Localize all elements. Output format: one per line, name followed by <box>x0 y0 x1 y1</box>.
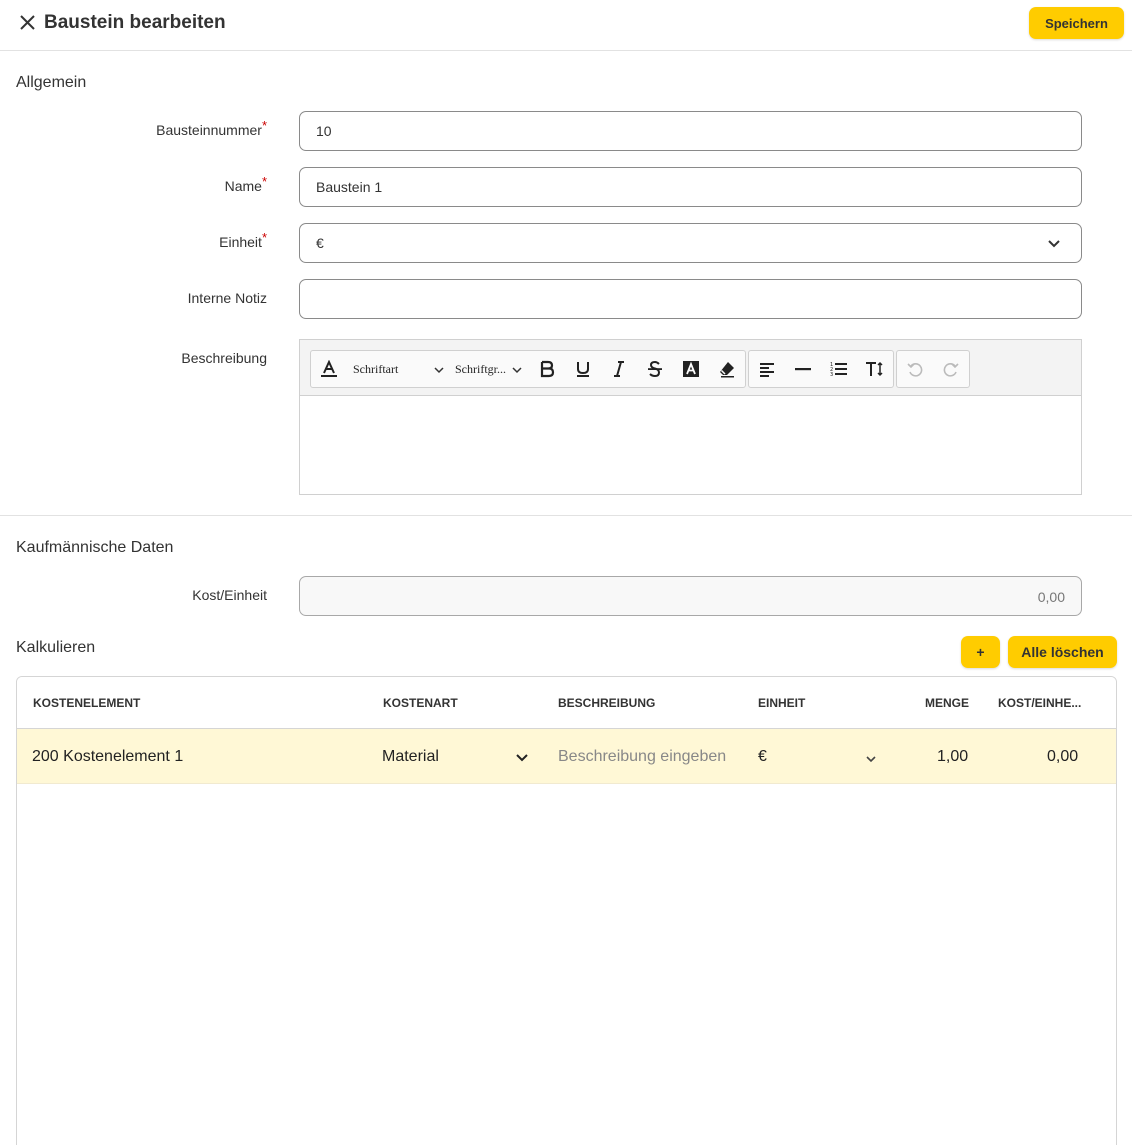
required-mark: * <box>261 174 267 189</box>
unit-label: Einheit* <box>219 230 267 250</box>
cell-unit[interactable]: € <box>758 748 767 765</box>
svg-text:1: 1 <box>830 362 834 368</box>
name-field[interactable] <box>299 167 1082 207</box>
name-input[interactable] <box>300 168 1081 206</box>
description-label: Beschreibung <box>181 350 267 366</box>
align-button[interactable] <box>749 351 785 387</box>
underline-icon <box>575 360 591 378</box>
strikethrough-button[interactable] <box>637 351 673 387</box>
cell-cost[interactable]: 0,00 <box>1047 748 1079 765</box>
horizontal-rule-button[interactable] <box>785 351 821 387</box>
font-size-select-label: Schriftgr... <box>455 361 506 376</box>
font-family-select-label: Schriftart <box>353 361 399 376</box>
highlight-button[interactable] <box>673 351 709 387</box>
bold-button[interactable] <box>529 351 565 387</box>
number-field[interactable] <box>299 111 1082 151</box>
editor-content-area[interactable] <box>300 396 1081 494</box>
unit-select-value: € <box>316 235 324 251</box>
column-header-element[interactable]: KOSTENELEMENT <box>33 696 141 710</box>
unit-select[interactable] <box>299 223 1082 263</box>
italic-button[interactable] <box>601 351 637 387</box>
toolbar-group-format <box>310 350 746 388</box>
undo-icon <box>907 361 923 377</box>
bold-icon <box>539 360 555 378</box>
line-height-button[interactable] <box>857 351 893 387</box>
highlight-icon <box>682 360 700 378</box>
editor-toolbar <box>300 340 1081 396</box>
close-icon <box>17 12 39 34</box>
number-input[interactable] <box>300 112 1081 150</box>
required-mark: * <box>261 230 267 245</box>
required-mark: * <box>261 118 267 133</box>
column-header-description[interactable]: BESCHREIBUNG <box>558 696 656 710</box>
column-header-type[interactable]: KOSTENART <box>383 696 458 710</box>
eraser-icon <box>718 360 736 378</box>
clear-format-button[interactable] <box>709 351 745 387</box>
align-left-icon <box>759 361 775 377</box>
cell-quantity[interactable]: 1,00 <box>937 748 969 765</box>
section-title-calc: Kalkulieren <box>16 639 96 656</box>
cell-element[interactable]: 200 Kostenelement 1 <box>32 748 184 765</box>
section-title-general: Allgemein <box>16 74 87 91</box>
cost-value: 0,00 <box>1037 589 1065 605</box>
svg-text:2: 2 <box>830 367 834 373</box>
calc-grid <box>16 676 1117 1145</box>
chevron-down-icon[interactable] <box>515 751 529 765</box>
chevron-down-icon <box>1047 236 1061 250</box>
rich-text-editor <box>299 339 1082 495</box>
note-label: Interne Notiz <box>187 290 267 306</box>
font-family-select[interactable] <box>353 351 445 387</box>
header-bar <box>0 0 1132 51</box>
toolbar-group-history <box>896 350 970 388</box>
font-color-button[interactable] <box>311 351 347 387</box>
close-button[interactable] <box>17 12 39 34</box>
table-row[interactable] <box>17 729 1116 784</box>
italic-icon <box>611 360 627 378</box>
cost-label: Kost/Einheit <box>192 587 267 603</box>
line-height-icon <box>865 360 885 378</box>
add-row-button[interactable]: + <box>961 636 1000 668</box>
chevron-down-icon[interactable] <box>865 753 877 765</box>
cost-field <box>299 576 1082 616</box>
redo-button[interactable] <box>933 351 969 387</box>
redo-icon <box>943 361 959 377</box>
font-size-select[interactable] <box>455 351 523 387</box>
chevron-down-icon <box>433 364 445 376</box>
name-label: Name* <box>224 174 267 194</box>
font-color-icon <box>320 360 338 378</box>
ordered-list-button[interactable] <box>821 351 857 387</box>
note-input[interactable] <box>300 280 1081 318</box>
undo-button[interactable] <box>897 351 933 387</box>
underline-button[interactable] <box>565 351 601 387</box>
svg-text:3: 3 <box>830 372 834 377</box>
page-title: Baustein bearbeiten <box>44 12 226 33</box>
column-header-unit[interactable]: EINHEIT <box>758 696 806 710</box>
note-field[interactable] <box>299 279 1082 319</box>
clear-all-button[interactable]: Alle löschen <box>1008 636 1117 668</box>
cell-description[interactable]: Beschreibung eingeben <box>558 748 727 765</box>
column-header-cost[interactable]: KOST/EINHE... <box>998 696 1082 710</box>
number-label: Bausteinnummer* <box>156 118 267 138</box>
chevron-down-icon <box>511 364 523 376</box>
ordered-list-icon <box>830 361 848 377</box>
strikethrough-icon <box>647 360 663 378</box>
section-divider <box>0 515 1132 516</box>
horizontal-rule-icon <box>794 361 812 377</box>
grid-header <box>17 677 1116 729</box>
save-button[interactable]: Speichern <box>1029 7 1124 39</box>
toolbar-group-paragraph <box>748 350 894 388</box>
cell-type[interactable]: Material <box>382 748 439 765</box>
section-title-commercial: Kaufmännische Daten <box>16 539 174 556</box>
column-header-quantity[interactable]: MENGE <box>925 696 970 710</box>
